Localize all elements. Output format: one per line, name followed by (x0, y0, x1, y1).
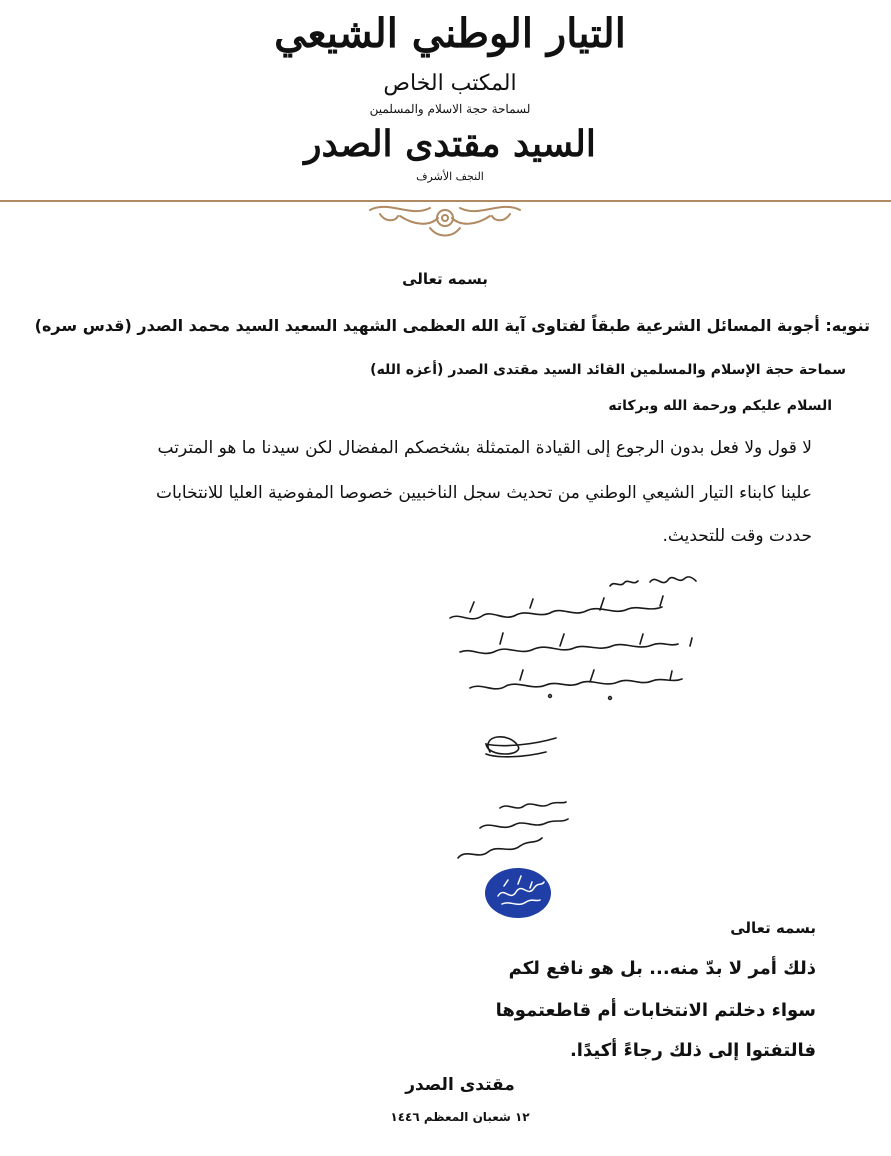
handwritten-signature (440, 722, 590, 862)
ornament-icon (360, 196, 530, 240)
letter-basmala: بسمه تعالى (402, 270, 488, 288)
letter-body-line: لا قول ولا فعل بدون الرجوع إلى القيادة المتمثلة بشخصكم المفضال لكن سيدنا ما هو المترتب (157, 438, 812, 458)
letter-addressee: سماحة حجة الإسلام والمسلمين القائد السيد مقتدى الصدر (أعزه الله) (370, 362, 846, 378)
letter-subject: تنويه: أجوبة المسائل الشرعية طبقاً لفتاوى آية الله العظمى الشهيد السعيد السيد محمد الصدر (قدس سره) (34, 316, 870, 335)
transcript-line: ذلك أمر لا بدّ منه... بل هو نافع لكم (508, 958, 816, 979)
letter-body-line: علينا كابناء التيار الشيعي الوطني من تحديث سجل الناخبيين خصوصا المفوضية العليا للانتخابات (156, 483, 812, 503)
transcript-basmala: بسمه تعالى (730, 919, 816, 937)
seal-stamp (484, 866, 552, 920)
letterhead-city: النجف الأشرف (416, 170, 484, 183)
letterhead-name: السيد مقتدى الصدر (304, 123, 596, 165)
transcript-line: فالتفتوا إلى ذلك رجاءً أكيدًا. (569, 1040, 816, 1061)
letterhead-honorific: لسماحة حجة الاسلام والمسلمين (369, 102, 531, 116)
letterhead-office: المكتب الخاص (383, 71, 517, 96)
letterhead-movement-title: التيار الوطني الشيعي (274, 10, 626, 57)
transcript-line: سواء دخلتم الانتخابات أم قاطعتموها (495, 1000, 816, 1021)
letter-body-line: حددت وقت للتحديث. (662, 526, 812, 546)
transcript-signature: مقتدى الصدر (405, 1075, 515, 1095)
letter-greeting: السلام عليكم ورحمة الله وبركاته (608, 398, 832, 414)
transcript-date: ١٢ شعبان المعظم ١٤٤٦ (390, 1110, 530, 1124)
handwritten-reply (410, 566, 730, 716)
